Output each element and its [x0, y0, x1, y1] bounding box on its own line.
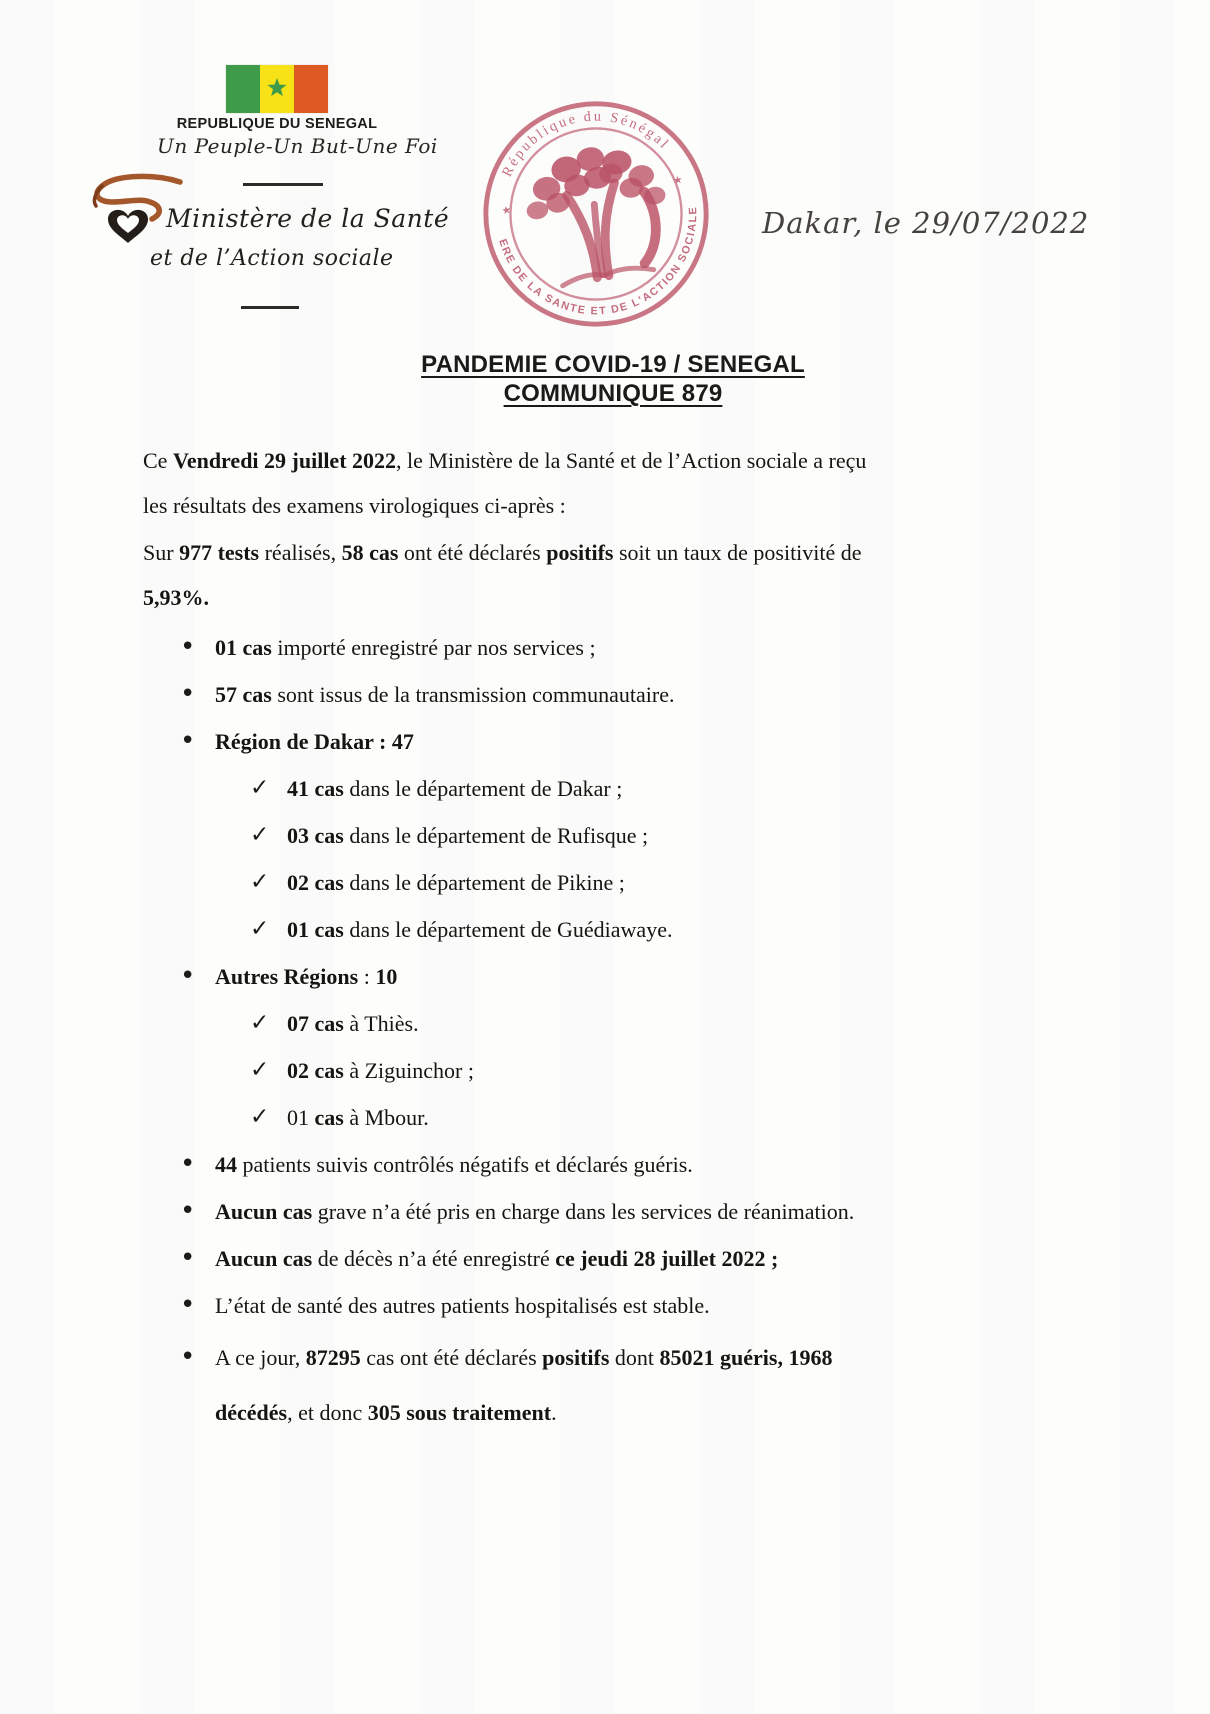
check-item: [143, 860, 1028, 905]
bullet-icon: •: [180, 632, 196, 662]
title-line1: PANDEMIE COVID-19 / SENEGAL: [421, 351, 805, 378]
bullet-icon: •: [180, 1243, 196, 1273]
text-run: Sur 977 tests réalisés, 58 cas ont été déclarés positifs soit un taux de positivité de 5,93%.: [143, 540, 862, 610]
bullet-item: [143, 1189, 1028, 1234]
ministry-name-line2: et de l’Action sociale: [150, 246, 394, 271]
text-run: 02 cas dans le département de Pikine ;: [287, 870, 625, 895]
text-run: Région de Dakar : 47: [215, 729, 414, 754]
check-item: [143, 766, 1028, 811]
stamp-star-icon: ★: [672, 173, 684, 188]
place-date: Dakar, le 29/07/2022: [762, 206, 1090, 240]
check-icon: ✓: [250, 1010, 270, 1036]
check-item: [143, 813, 1028, 858]
text-run: 01 cas dans le département de Guédiawaye.: [287, 917, 673, 942]
check-icon: ✓: [250, 775, 270, 801]
national-motto: Un Peuple-Un But-Une Foi: [157, 134, 438, 158]
check-item: [143, 1095, 1028, 1140]
text-run: 07 cas à Thiès.: [287, 1011, 419, 1036]
bullet-item: [143, 1142, 1028, 1187]
bullet-item: [143, 954, 1028, 999]
text-run: 03 cas dans le département de Rufisque ;: [287, 823, 649, 848]
logo-heart-icon: [108, 210, 148, 243]
text-run: 01 cas importé enregistré par nos services ;: [215, 635, 596, 660]
check-icon: ✓: [250, 916, 270, 942]
bullet-item: [143, 719, 1028, 764]
divider: [243, 183, 323, 186]
bullet-icon: •: [180, 726, 196, 756]
text-run: Autres Régions : 10: [215, 964, 398, 989]
text-run: 57 cas sont issus de la transmission communautaire.: [215, 682, 675, 707]
bullet-item: [143, 625, 1028, 670]
republic-title: REPUBLIQUE DU SENEGAL: [176, 116, 378, 132]
bullet-icon: •: [180, 961, 196, 991]
bullet-item: [143, 1236, 1028, 1281]
senegal-flag: [225, 64, 329, 114]
bullet-item: [143, 1283, 1028, 1328]
paragraph: [143, 530, 1028, 620]
check-icon: ✓: [250, 1057, 270, 1083]
bullet-item: [143, 1330, 1028, 1440]
paragraph: [143, 438, 1028, 528]
check-icon: ✓: [250, 822, 270, 848]
bullet-icon: •: [180, 1342, 196, 1372]
flag-red-band: [294, 65, 328, 113]
bullet-icon: •: [180, 1196, 196, 1226]
bullet-icon: •: [180, 679, 196, 709]
stamp-arc-top-text: République du Sénégal: [499, 108, 674, 180]
text-run: 01 cas à Mbour.: [287, 1105, 429, 1130]
text-run: Ce Vendredi 29 juillet 2022, le Ministère de la Santé et de l’Action sociale a reçu les résultats des examens virologiques ci-après :: [143, 448, 867, 518]
official-stamp: [459, 77, 732, 350]
check-item: [143, 1001, 1028, 1046]
text-run: Aucun cas grave n’a été pris en charge dans les services de réanimation.: [215, 1199, 855, 1224]
text-run: A ce jour, 87295 cas ont été déclarés positifs dont 85021 guéris, 1968 décédés, et donc 305 sous traitement.: [215, 1345, 833, 1425]
title-line2: COMMUNIQUE 879: [503, 380, 723, 407]
content-blocks: [143, 438, 1028, 1442]
ministry-name-line1: Ministère de la Santé: [166, 204, 450, 233]
stamp-arc-bottom-text: ERE DE LA SANTE ET DE L'ACTION SOCIALE: [496, 205, 700, 318]
check-item: [143, 1048, 1028, 1093]
stamp-star-icon: ★: [500, 204, 513, 218]
flag-green-band: [226, 65, 260, 113]
bullet-item: [143, 672, 1028, 717]
document-title: [8, 350, 1210, 408]
text-run: 41 cas dans le département de Dakar ;: [287, 776, 623, 801]
check-item: [143, 907, 1028, 952]
check-icon: ✓: [250, 1104, 270, 1130]
text-run: L’état de santé des autres patients hospitalisés est stable.: [215, 1293, 710, 1318]
stamp-tree-icon: [518, 136, 678, 290]
divider: [241, 306, 299, 309]
check-icon: ✓: [250, 869, 270, 895]
text-run: 02 cas à Ziguinchor ;: [287, 1058, 474, 1083]
bullet-icon: •: [180, 1290, 196, 1320]
text-run: 44 patients suivis contrôlés négatifs et déclarés guéris.: [215, 1152, 693, 1177]
bullet-icon: •: [180, 1149, 196, 1179]
text-run: Aucun cas de décès n’a été enregistré ce jeudi 28 juillet 2022 ;: [215, 1246, 779, 1271]
